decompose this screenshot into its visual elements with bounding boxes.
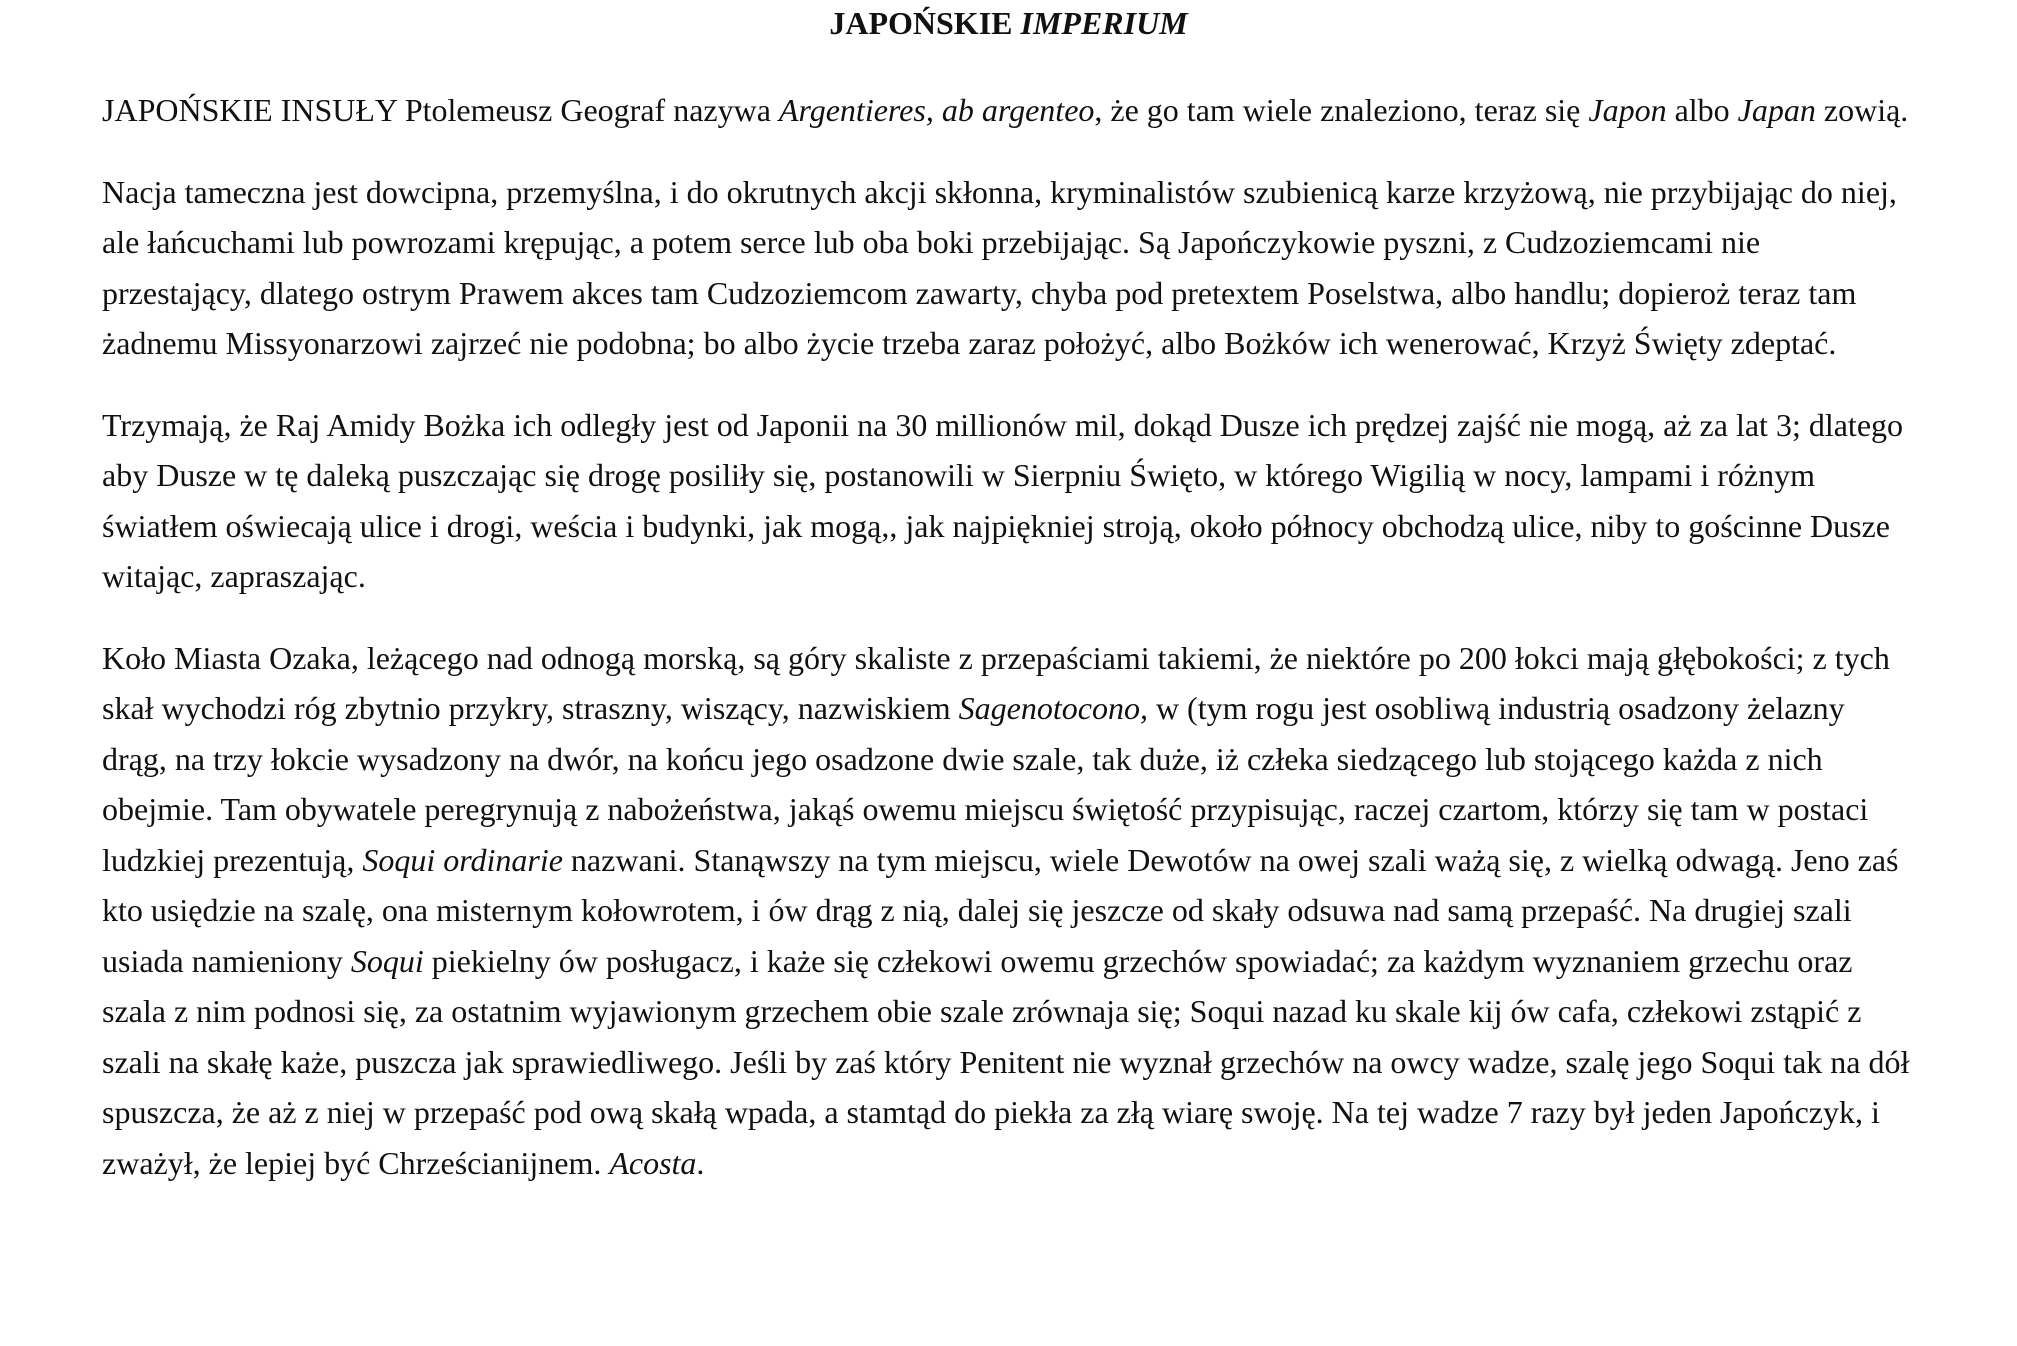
- text-run: nazwani. Stanąwszy na tym miejscu, wiele Dewotów na owej szali ważą się, z wielką odwagą. Jeno zaś kto usiędzie na szalę, ona misternym kołowrotem, i ów drąg z nią, dalej się jeszcze od skały odsuwa nad samą przepaść. Na drugiej szali usiada namieniony: [102, 841, 1899, 979]
- page-title: [102, 0, 1915, 46]
- paragraph-4: [102, 633, 1915, 1189]
- text-run-italic: Soqui: [350, 942, 424, 979]
- text-run: , że go tam wiele znaleziono, teraz się: [1094, 92, 1589, 128]
- title-italic: IMPERIUM: [1020, 5, 1188, 41]
- title-plain: JAPOŃSKIE: [829, 5, 1013, 41]
- paragraph-2: [102, 167, 1915, 369]
- text-run-italic: Sagenotocono,: [958, 690, 1148, 726]
- text-run: albo: [1666, 92, 1738, 128]
- text-run-italic: Acosta: [609, 1144, 697, 1181]
- text-run: JAPOŃSKIE INSUŁY Ptolemeusz Geograf nazywa: [102, 92, 779, 128]
- text-run: .: [696, 1144, 705, 1181]
- text-run: Trzymają, że Raj Amidy Bożka ich odległy jest od Japonii na 30 millionów mil, dokąd Dusze ich prędzej zajść nie mogą, aż za lat 3; dlatego aby Dusze w tę daleką puszczając się drogę posiliły się, postanowili w Sierpniu Święto, w którego Wigilią w nocy, lampami i różnym światłem oświecają ulice i drogi, weścia i budynki, jak mogą,, jak najpiękniej stroją, około północy obchodzą ulice, niby to gościnne Dusze witając, zapraszając.: [102, 406, 1904, 594]
- text-run: piekielny ów posługacz, i każe się człekowi owemu grzechów spowiadać; za każdym wyznaniem grzechu oraz szala z nim podnosi się, za ostatnim wyjawionym grzechem obie szale zrównaja się; Soqui nazad ku skale kij ów cafa, człekowi zstąpić z szali na skałę każe, puszcza jak sprawiedliwego. Jeśli by zaś który Penitent nie wyznał grzechów na owcy wadze, szalę jego Soqui tak na dół spuszcza, że aż z niej w przepaść pod ową skałą wpada, a stamtąd do piekła za złą wiarę swoję. Na tej wadze 7 razy był jeden Japończyk, i zważył, że lepiej być Chrześcianijnem.: [102, 942, 1910, 1181]
- paragraph-1: [102, 85, 1915, 136]
- text-run: Koło Miasta Ozaka, leżącego nad odnogą morską, są góry skaliste z przepaściami takiemi, że niektóre po 200 łokci mają głębokości; z tych skał wychodzi róg zbytnio przykry, straszny, wiszący, nazwiskiem: [102, 639, 1890, 726]
- text-run: Nacja tameczna jest dowcipna, przemyślna, i do okrutnych akcji skłonna, kryminalistów szubienicą karze krzyżową, nie przybijając do niej, ale łańcuchami lub powrozami krępując, a potem serce lub oba boki przebijając. Są Japończykowie pyszni, z Cudzoziemcami nie przestający, dlatego ostrym Prawem akces tam Cudzoziemcom zawarty, chyba pod pretextem Poselstwa, albo handlu; dopieroż teraz tam żadnemu Missyonarzowi zajrzeć nie podobna; bo albo życie trzeba zaraz położyć, albo Bożków ich wenerować, Krzyż Święty zdeptać.: [102, 173, 1897, 361]
- text-run-italic: , Soqui ordinarie: [346, 841, 563, 878]
- text-run: zowią.: [1815, 92, 1909, 128]
- paragraph-3: [102, 400, 1915, 602]
- text-run-italic: Japan: [1737, 92, 1816, 128]
- text-run: w (tym rogu jest osobliwą industrią osadzony żelazny drąg, na trzy łokcie wysadzony na dwór, na końcu jego osadzone dwie szale, tak duże, iż człeka siedzącego lub stojącego każda z nich obejmie. Tam obywatele peregrynują z nabożeństwa, jakąś owemu miejscu świętość przypisując, raczej czartom, którzy się tam w postaci ludzkiej prezentują: [102, 690, 1869, 878]
- text-run-italic: Argentieres, ab argenteo: [778, 92, 1095, 128]
- text-run-italic: Japon: [1588, 92, 1667, 128]
